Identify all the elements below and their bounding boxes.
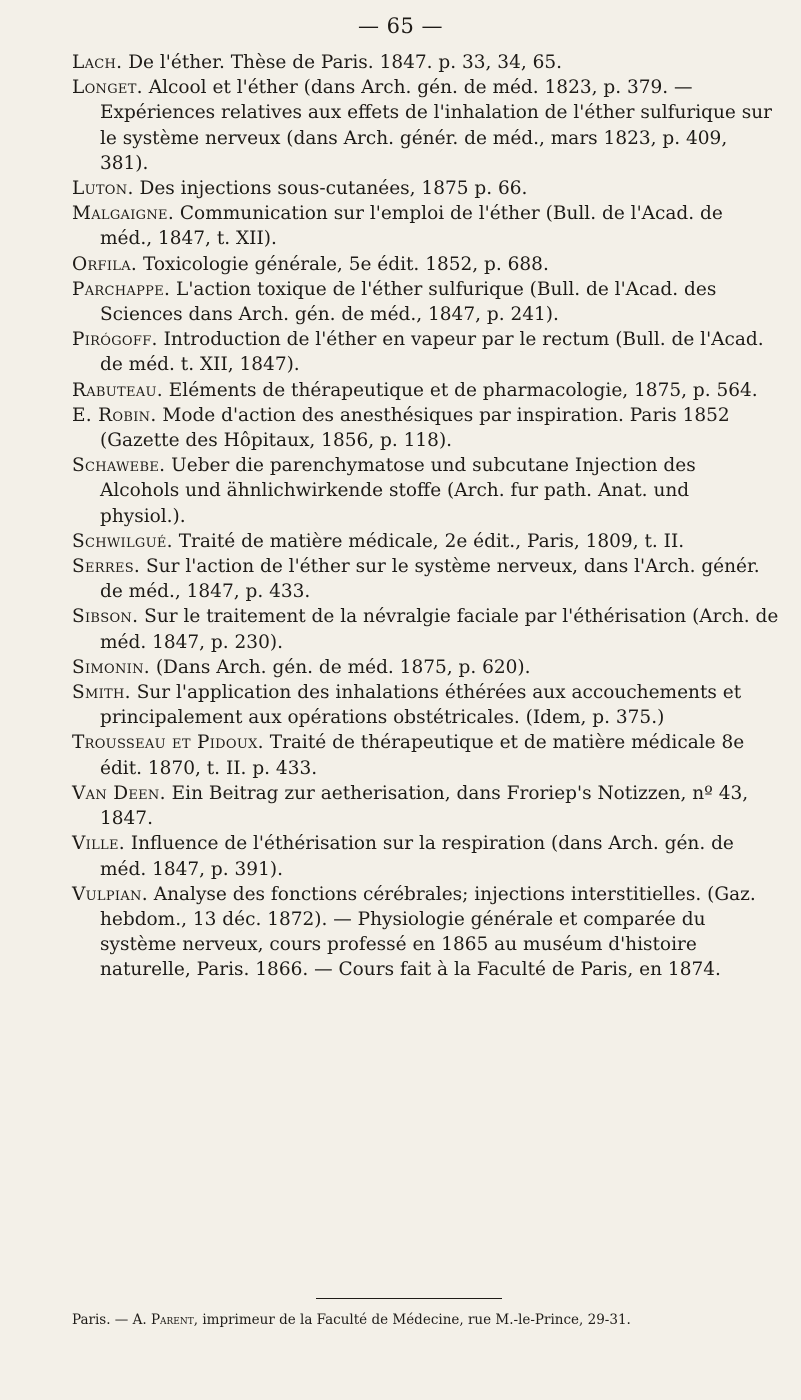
bibliography-entry: [72, 655, 780, 680]
entry-author: Schawebe.: [72, 455, 166, 477]
bibliography-entry: [72, 50, 780, 75]
entry-author: Schwilgué.: [72, 530, 173, 552]
entry-author: Rabuteau.: [72, 379, 163, 401]
bibliography-entry: [72, 252, 780, 277]
bibliography-entry: [72, 277, 780, 327]
entry-text: (Dans Arch. gén. de méd. 1875, p. 620).: [149, 656, 531, 678]
bibliography-list: [72, 50, 780, 983]
entry-author: E. Robin.: [72, 404, 157, 426]
entry-author: Van Deen.: [72, 782, 166, 804]
entry-author: Luton.: [72, 178, 134, 200]
entry-text: Influence de l'éthérisation sur la respiration (dans Arch. gén. de méd. 1847, p. 391).: [100, 833, 734, 880]
entry-text: L'action toxique de l'éther sulfurique (Bull. de l'Acad. des Sciences dans Arch. gén. de méd., 1847, p. 241).: [100, 278, 717, 326]
entry-author: Longet.: [72, 77, 143, 99]
entry-text: Ein Beitrag zur aetherisation, dans Froriep's Notizzen, nº 43, 1847.: [100, 782, 749, 830]
imprint-printer-name: Parent: [150, 1312, 194, 1328]
entry-text: Sur l'action de l'éther sur le système nerveux, dans l'Arch. génér. de méd., 1847, p. 433.: [100, 556, 760, 603]
entry-author: Simonin.: [72, 656, 150, 678]
entry-author: Parchappe.: [72, 278, 171, 300]
entry-text: Communication sur l'emploi de l'éther (Bull. de l'Acad. de méd., 1847, t. XII).: [100, 203, 723, 250]
bibliography-entry: [72, 529, 780, 554]
imprint-divider: [316, 1298, 502, 1299]
entry-author: Smith.: [72, 682, 131, 704]
entry-text: Alcool et l'éther (dans Arch. gén. de méd. 1823, p. 379. — Expériences relatives aux effets de l'inhalation de l'éther sulfurique sur le système nerveux (dans Arch. génér. de méd., mars 1823, p. 409, 381).: [100, 77, 773, 174]
bibliography-entry: [72, 831, 780, 881]
entry-text: Traité de thérapeutique et de matière médicale 8e édit. 1870, t. II. p. 433.: [100, 732, 745, 779]
entry-author: Vulpian.: [72, 883, 148, 905]
bibliography-entry: [72, 554, 780, 604]
entry-text: Toxicologie générale, 5e édit. 1852, p. 688.: [137, 253, 549, 275]
entry-author: Trousseau et Pidoux.: [72, 732, 264, 754]
page-number: — 65 —: [357, 14, 444, 38]
entry-text: Analyse des fonctions cérébrales; injections interstitielles. (Gaz. hebdom., 13 déc. 1872). — Physiologie générale et comparée du système nerveux, cours professé en 1865 au muséum d'histoire naturelle, Paris. 1866. — Cours fait à la Faculté de Paris, en 1874.: [100, 883, 756, 981]
bibliography-entry: [72, 781, 780, 831]
bibliography-entry: [72, 730, 780, 780]
bibliography-entry: [72, 378, 780, 403]
entry-text: Eléments de thérapeutique et de pharmacologie, 1875, p. 564.: [162, 379, 758, 401]
bibliography-entry: [72, 882, 780, 983]
entry-text: Mode d'action des anesthésiques par inspiration. Paris 1852 (Gazette des Hôpitaux, 1856, p. 118).: [100, 404, 730, 452]
entry-text: Traité de matière médicale, 2e édit., Paris, 1809, t. II.: [172, 530, 685, 552]
bibliography-entry: [72, 176, 780, 201]
bibliography-entry: [72, 403, 780, 453]
entry-author: Ville.: [72, 833, 125, 855]
bibliography-entry: [72, 453, 780, 529]
imprint-prefix: Paris. — A.: [72, 1312, 151, 1328]
entry-author: Sibson.: [72, 606, 139, 628]
entry-text: Des injections sous-cutanées, 1875 p. 66.: [133, 178, 528, 200]
entry-author: Serres.: [72, 556, 141, 578]
bibliography-entry: [72, 75, 780, 176]
entry-author: Malgaigne.: [72, 203, 175, 225]
entry-text: Introduction de l'éther en vapeur par le rectum (Bull. de l'Acad. de méd. t. XII, 1847).: [100, 329, 764, 376]
imprint-suffix: , imprimeur de la Faculté de Médecine, rue M.-le-Prince, 29-31.: [193, 1312, 631, 1328]
entry-text: Ueber die parenchymatose und subcutane Injection des Alcohols und ähnlichwirkende stoffe (Arch. fur path. Anat. und physiol.).: [100, 455, 696, 527]
entry-author: Lach.: [72, 52, 123, 73]
bibliography-entry: [72, 327, 780, 377]
entry-author: Pirógoff.: [72, 329, 158, 351]
entry-text: De l'éther. Thèse de Paris. 1847. p. 33, 34, 65.: [122, 52, 563, 73]
bibliography-entry: [72, 604, 780, 654]
bibliography-entry: [72, 201, 780, 251]
entry-author: Orfila.: [72, 253, 138, 275]
entry-text: Sur le traitement de la névralgie faciale par l'éthérisation (Arch. de méd. 1847, p. 230).: [100, 606, 779, 653]
printer-imprint: [72, 1310, 780, 1330]
bibliography-entry: [72, 680, 780, 730]
entry-text: Sur l'application des inhalations éthérées aux accouchements et principalement aux opérations obstétricales. (Idem, p. 375.): [100, 682, 742, 729]
